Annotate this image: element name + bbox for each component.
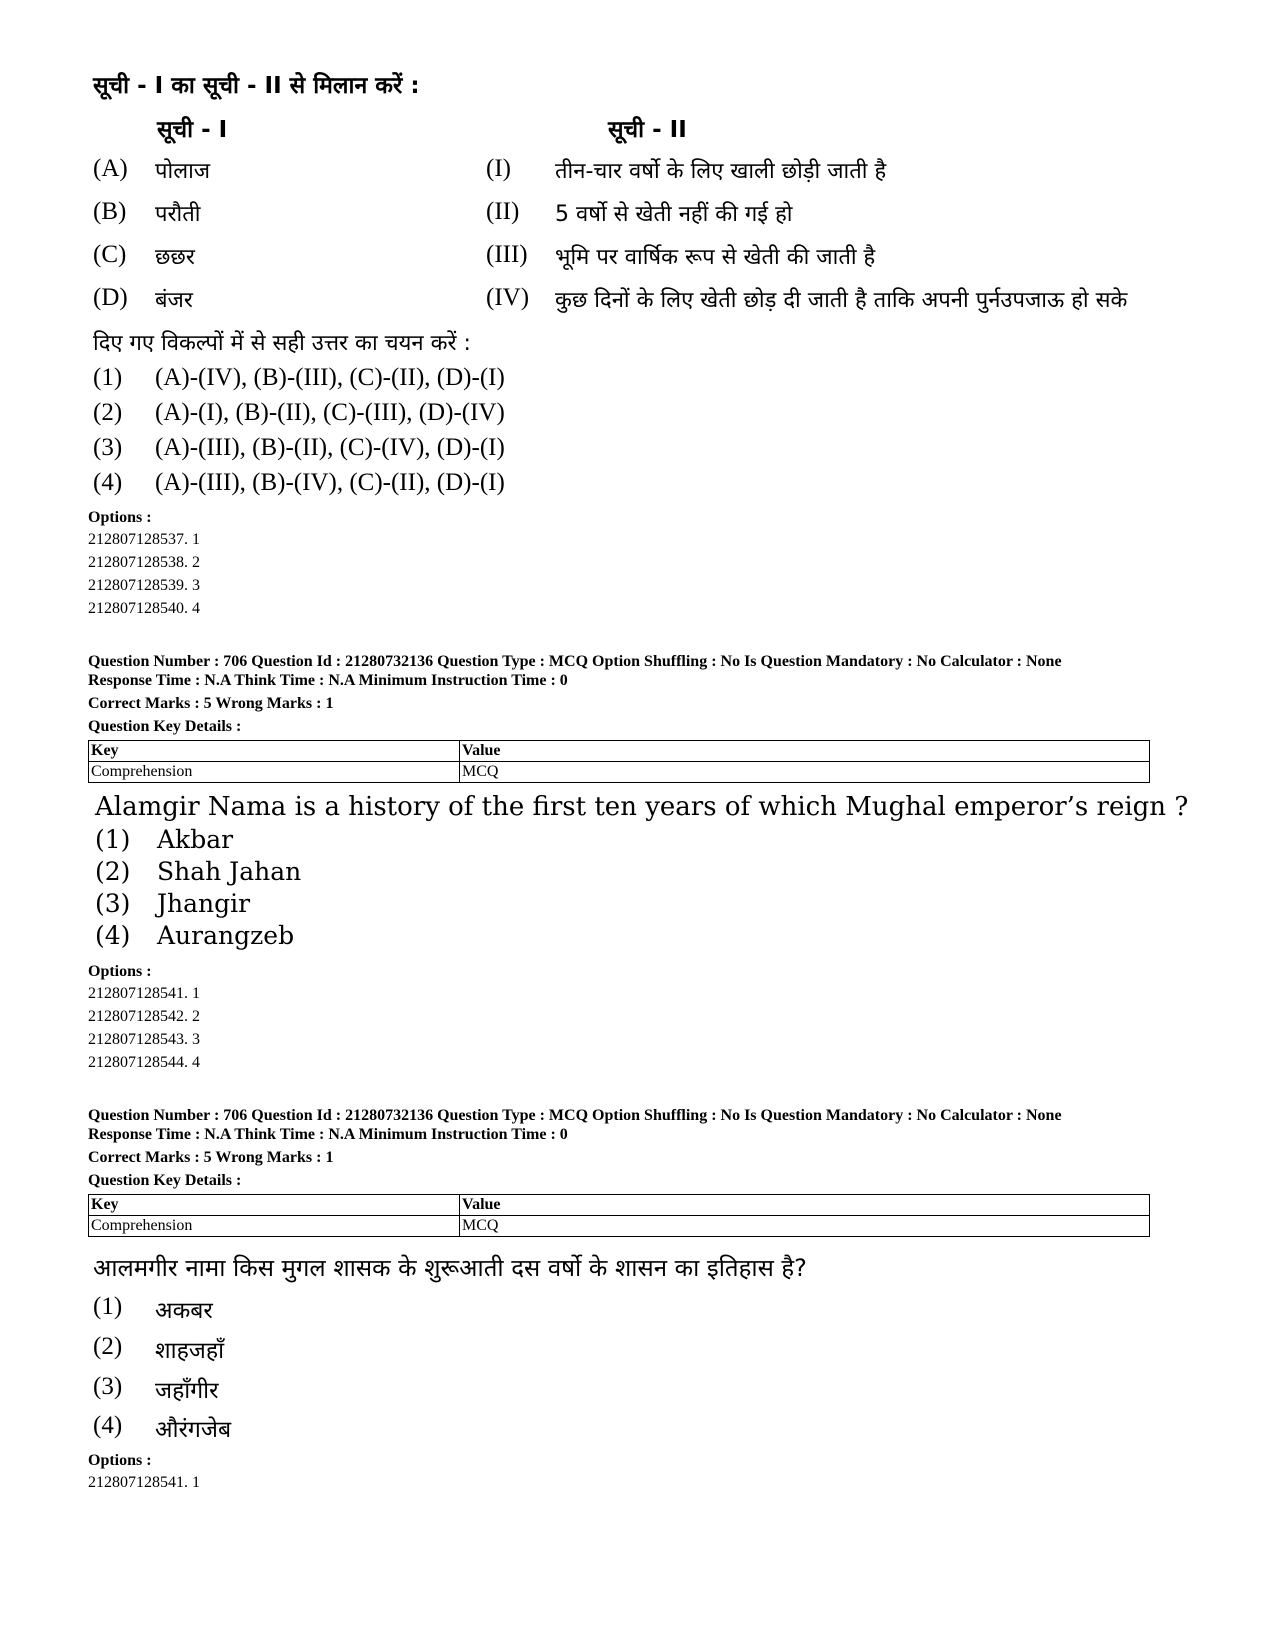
question-meta-line: Response Time : N.A Think Time : N.A Minimum Instruction Time : 0 (88, 1126, 568, 1143)
left-text: पोलाज (155, 159, 211, 184)
option-id: 212807128544. 4 (88, 1054, 200, 1071)
option-id: 212807128540. 4 (88, 600, 200, 617)
table-cell-key: Comprehension (89, 1216, 460, 1237)
marks-line: Correct Marks : 5 Wrong Marks : 1 (88, 1149, 334, 1166)
table-cell-value: MCQ (460, 762, 1150, 783)
right-label: (III) (486, 241, 528, 268)
left-label: (C) (93, 241, 127, 268)
choice-text: शाहजहाँ (155, 1338, 225, 1364)
marks-line: Correct Marks : 5 Wrong Marks : 1 (88, 695, 334, 712)
right-text: तीन-चार वर्षो के लिए खाली छोड़ी जाती है (555, 159, 887, 184)
option-id: 212807128541. 1 (88, 985, 200, 1002)
choice-text: Shah Jahan (157, 857, 302, 886)
key-details-table (88, 1194, 1150, 1237)
match-row (93, 241, 1253, 281)
question-meta-line: Question Number : 706 Question Id : 21280732136 Question Type : MCQ Option Shuffling : No Is Question Mandatory : No Calculator : None (88, 1107, 1062, 1124)
choice-text: Aurangzeb (157, 921, 295, 950)
choice-number: (4) (93, 1412, 123, 1439)
choice-number: (1) (93, 1293, 123, 1320)
choice-number: (3) (95, 889, 131, 918)
option-id: 212807128538. 2 (88, 554, 200, 571)
question-meta-line: Question Number : 706 Question Id : 21280732136 Question Type : MCQ Option Shuffling : No Is Question Mandatory : No Calculator : None (88, 653, 1062, 670)
key-details-table (88, 740, 1150, 783)
options-label: Options : (88, 963, 152, 980)
choice-number: (4) (95, 921, 131, 950)
match-row (93, 155, 1253, 195)
choice-text: (A)-(III), (B)-(II), (C)-(IV), (D)-(I) (155, 434, 505, 461)
choice-text: जहाँगीर (155, 1378, 219, 1404)
table-cell-key: Comprehension (89, 762, 460, 783)
option-id: 212807128542. 2 (88, 1008, 200, 1025)
choice-text: Jhangir (157, 889, 251, 918)
right-label: (IV) (486, 284, 530, 311)
choice-text: (A)-(IV), (B)-(III), (C)-(II), (D)-(I) (155, 364, 505, 391)
table-header-key: Key (89, 1195, 460, 1216)
left-text: छछर (155, 245, 195, 270)
match-question-title: सूची - I का सूची - II से मिलान करें : (93, 73, 420, 99)
table-header-value: Value (460, 1195, 1150, 1216)
choice-text: Akbar (157, 825, 234, 854)
option-id: 212807128539. 3 (88, 577, 200, 594)
option-id: 212807128541. 1 (88, 1474, 200, 1491)
right-text: भूमि पर वार्षिक रूप से खेती की जाती है (555, 245, 876, 270)
right-label: (I) (486, 155, 511, 182)
choice-text: (A)-(I), (B)-(II), (C)-(III), (D)-(IV) (155, 399, 505, 426)
list2-heading: सूची - II (608, 117, 687, 143)
choice-number: (2) (93, 1333, 123, 1360)
options-label: Options : (88, 509, 152, 526)
choice-text: अकबर (155, 1298, 213, 1324)
option-id: 212807128543. 3 (88, 1031, 200, 1048)
choice-text: औरंगजेब (155, 1417, 232, 1443)
left-label: (D) (93, 284, 128, 311)
choice-number: (4) (93, 469, 123, 496)
question-text: Alamgir Nama is a history of the first ten years of which Mughal emperor’s reign ? (95, 792, 1189, 822)
key-details-label: Question Key Details : (88, 1172, 242, 1189)
question-meta-line: Response Time : N.A Think Time : N.A Minimum Instruction Time : 0 (88, 672, 568, 689)
choice-number: (3) (93, 1373, 123, 1400)
match-row (93, 284, 1253, 324)
right-text: कुछ दिनों के लिए खेती छोड़ दी जाती है ताकि अपनी पुर्नउपजाऊ हो सके (555, 288, 1128, 313)
choice-number: (1) (93, 364, 123, 391)
choice-number: (2) (95, 857, 131, 886)
list1-heading: सूची - I (157, 117, 228, 143)
table-header-key: Key (89, 741, 460, 762)
choice-number: (3) (93, 434, 123, 461)
choice-number: (2) (93, 399, 123, 426)
key-details-label: Question Key Details : (88, 718, 242, 735)
left-label: (B) (93, 198, 127, 225)
choice-text: (A)-(III), (B)-(IV), (C)-(II), (D)-(I) (155, 469, 505, 496)
option-id: 212807128537. 1 (88, 531, 200, 548)
question-text: आलमगीर नामा किस मुगल शासक के शुरूआती दस वर्षो के शासन का इतिहास है? (93, 1254, 807, 1282)
left-label: (A) (93, 155, 128, 182)
table-cell-value: MCQ (460, 1216, 1150, 1237)
right-label: (II) (486, 198, 520, 225)
right-text: 5 वर्षो से खेती नहीं की गई हो (555, 202, 793, 227)
match-row (93, 198, 1253, 238)
left-text: बंजर (155, 288, 193, 313)
match-instruction: दिए गए विकल्पों में से सही उत्तर का चयन करें : (93, 331, 471, 356)
table-header-value: Value (460, 741, 1150, 762)
choice-number: (1) (95, 825, 131, 854)
options-label: Options : (88, 1452, 152, 1469)
left-text: परौती (155, 202, 201, 227)
